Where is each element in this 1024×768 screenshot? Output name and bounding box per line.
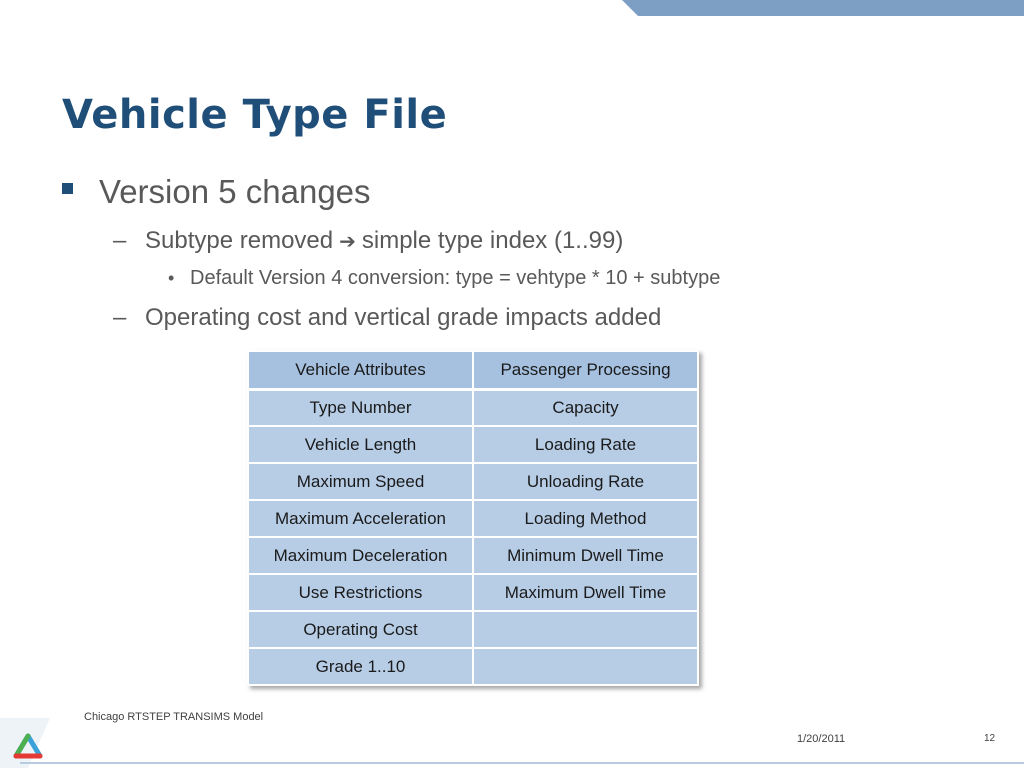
table-cell: Operating Cost <box>248 611 473 648</box>
table-cell: Grade 1..10 <box>248 648 473 685</box>
table-cell: Type Number <box>248 389 473 426</box>
vehicle-attributes-table <box>247 350 699 686</box>
dash-bullet: – <box>113 227 127 254</box>
top-banner-decoration <box>0 0 1024 16</box>
bottom-banner-decoration <box>0 756 1024 768</box>
table-header-row <box>248 351 698 389</box>
table-row <box>248 574 698 611</box>
footer-date: 1/20/2011 <box>797 733 846 745</box>
table-cell: Maximum Deceleration <box>248 537 473 574</box>
slide-title: Vehicle Type File <box>62 92 448 138</box>
table-cell: Maximum Acceleration <box>248 500 473 537</box>
dot-bullet: • <box>168 267 175 288</box>
table-cell-empty <box>473 648 698 685</box>
table-cell: Maximum Dwell Time <box>473 574 698 611</box>
table-row <box>248 648 698 685</box>
bullet-operating-cost <box>113 302 661 334</box>
table-cell: Unloading Rate <box>473 463 698 500</box>
table-cell: Loading Method <box>473 500 698 537</box>
footer-presentation-name: Chicago RTSTEP TRANSIMS Model <box>84 711 264 723</box>
bullet-text-after-arrow: simple type index (1..99) <box>361 227 624 254</box>
bullet-version-5-changes <box>62 172 371 212</box>
table-row <box>248 611 698 648</box>
bullet-default-conversion <box>168 264 720 292</box>
page-number: 12 <box>984 733 996 744</box>
table-row <box>248 500 698 537</box>
table-row <box>248 389 698 426</box>
table-cell: Capacity <box>473 389 698 426</box>
table-row <box>248 537 698 574</box>
dash-bullet: – <box>113 304 127 331</box>
bullet-text: Default Version 4 conversion: type = vehtype * 10 + subtype <box>190 266 721 289</box>
header-vehicle-attributes: Vehicle Attributes <box>248 351 473 389</box>
table-cell: Use Restrictions <box>248 574 473 611</box>
bullet-subtype-removed <box>113 225 623 257</box>
header-passenger-processing: Passenger Processing <box>473 351 698 389</box>
bullet-text: Operating cost and vertical grade impacts added <box>145 304 662 331</box>
table-cell: Loading Rate <box>473 426 698 463</box>
table-row <box>248 426 698 463</box>
bullet-text: Version 5 changes <box>99 173 371 210</box>
square-bullet-icon <box>62 183 73 194</box>
table-cell: Minimum Dwell Time <box>473 537 698 574</box>
right-arrow-icon: ➔ <box>339 229 356 253</box>
table-row <box>248 463 698 500</box>
table-cell: Maximum Speed <box>248 463 473 500</box>
bullet-text-before-arrow: Subtype removed <box>145 227 334 254</box>
table-cell: Vehicle Length <box>248 426 473 463</box>
table-cell-empty <box>473 611 698 648</box>
